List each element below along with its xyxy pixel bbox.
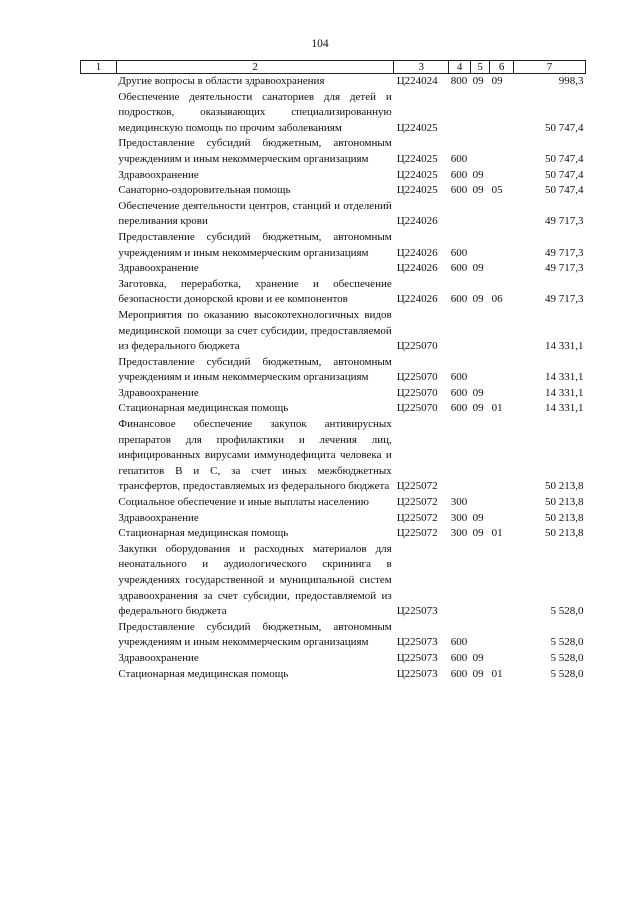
row-section-cell [471, 90, 490, 137]
row-amount-cell: 5 528,0 [550, 651, 584, 664]
table-body [81, 74, 586, 683]
row-section-cell: 09 [472, 386, 484, 399]
row-type-cell: 600 [450, 293, 468, 306]
row-index-cell [81, 90, 117, 137]
row-name-cell: Другие вопросы в области здравоохранения [118, 75, 325, 87]
table-row [81, 199, 586, 230]
row-amount-cell: 49 717,3 [545, 215, 584, 228]
budget-table [80, 60, 586, 682]
row-name-cell: Предоставление субсидий бюджетным, автономным учреждениям и иным некоммерческим организациям [118, 137, 392, 165]
table-row [81, 261, 586, 277]
row-type-cell: 600 [450, 262, 468, 275]
row-name-cell: Предоставление субсидий бюджетным, автономным учреждениям и иным некоммерческим организациям [118, 230, 392, 259]
row-section-cell: 09 [472, 75, 484, 87]
row-code-cell: Ц224026 [396, 215, 438, 228]
row-type-cell: 600 [450, 651, 468, 664]
row-name-cell: Обеспечение деятельности санаториев для детей и подростков, оказывающих специализированную медицинскую помощь по прочим заболеваниям [118, 90, 392, 134]
row-code-cell: Ц225072 [396, 511, 438, 524]
row-index-cell [81, 667, 117, 683]
row-subsection-cell [490, 495, 514, 511]
row-index-cell [81, 277, 117, 308]
row-index-cell [81, 74, 117, 90]
row-name-cell: Социальное обеспечение и иные выплаты населению [118, 496, 369, 509]
row-name-cell: Финансовое обеспечение закупок антивирусных препаратов для профилактики и лечения лиц, инфицированных вирусами иммунодефицита человека и гепатитов B и C, за счет иных межбюджетных трансфертов, предоставляемых из федерального бюджета [118, 418, 392, 493]
row-amount-cell: 5 528,0 [550, 605, 584, 618]
row-index-cell [81, 230, 117, 261]
row-name-cell: Здравоохранение [118, 168, 199, 181]
row-code-cell: Ц225070 [396, 386, 438, 399]
row-name-cell: Предоставление субсидий бюджетным, автономным учреждениям и иным некоммерческим организациям [118, 355, 392, 384]
row-amount-cell: 50 747,4 [545, 184, 584, 197]
row-type-cell: 600 [450, 667, 468, 680]
row-subsection-cell [490, 168, 514, 184]
table-row [81, 308, 586, 355]
row-name-cell: Закупки оборудования и расходных материалов для неонатального и аудиологического скрининга в учреждениях государственной и муниципальной систем здравоохранения за счет субсидии, предоставляемой из федерального бюджета [118, 542, 392, 618]
row-index-cell [81, 651, 117, 667]
table-row [81, 90, 586, 137]
row-name-cell: Здравоохранение [118, 511, 199, 524]
row-code-cell: Ц224025 [396, 121, 438, 134]
row-section-cell [471, 308, 490, 355]
row-name-cell: Обеспечение деятельности центров, станций и отделений переливания крови [118, 199, 392, 228]
row-subsection-cell [490, 261, 514, 277]
row-section-cell: 09 [472, 293, 484, 306]
row-name-cell: Предоставление субсидий бюджетным, автономным учреждениям и иным некоммерческим организациям [118, 620, 392, 649]
row-section-cell: 09 [472, 511, 484, 524]
row-index-cell [81, 620, 117, 651]
row-type-cell: 300 [450, 511, 468, 524]
table-row [81, 620, 586, 651]
row-code-cell: Ц225073 [396, 651, 438, 664]
row-section-cell [471, 230, 490, 261]
row-code-cell: Ц225073 [396, 636, 438, 649]
row-code-cell: Ц225073 [396, 605, 438, 618]
table-row [81, 230, 586, 261]
row-index-cell [81, 417, 117, 495]
row-amount-cell: 49 717,3 [545, 293, 584, 306]
page-number: 104 [311, 38, 329, 50]
row-code-cell: Ц225072 [396, 496, 438, 509]
row-code-cell: Ц224025 [396, 152, 438, 165]
column-header: 2 [116, 61, 393, 74]
row-section-cell: 09 [472, 184, 484, 197]
row-amount-cell: 14 331,1 [545, 386, 584, 399]
table-row [81, 651, 586, 667]
row-code-cell: Ц225072 [396, 527, 438, 540]
row-subsection-cell [490, 417, 514, 495]
row-section-cell [471, 199, 490, 230]
row-code-cell: Ц224026 [396, 262, 438, 275]
row-type-cell: 600 [450, 246, 468, 259]
row-type-cell: 600 [450, 168, 468, 181]
row-type-cell: 300 [450, 496, 468, 509]
row-amount-cell: 14 331,1 [545, 371, 584, 384]
row-type-cell [449, 542, 471, 620]
table-row [81, 183, 586, 199]
row-section-cell [471, 620, 490, 651]
row-section-cell: 09 [472, 667, 484, 680]
row-name-cell: Заготовка, переработка, хранение и обеспечение безопасности донорской крови и ее компонентов [118, 277, 392, 306]
row-index-cell [81, 136, 117, 167]
table-row [81, 386, 586, 402]
row-subsection-cell: 05 [491, 184, 503, 197]
row-index-cell [81, 386, 117, 402]
row-name-cell: Стационарная медицинская помощь [118, 402, 289, 415]
column-header: 4 [449, 61, 471, 74]
row-section-cell [471, 542, 490, 620]
row-name-cell: Стационарная медицинская помощь [118, 667, 289, 680]
row-subsection-cell: 01 [491, 527, 503, 540]
row-section-cell: 09 [472, 168, 484, 181]
row-type-cell: 300 [450, 527, 468, 540]
row-type-cell: 800 [450, 75, 468, 87]
row-subsection-cell [490, 90, 514, 137]
row-amount-cell: 998,3 [558, 75, 584, 87]
row-section-cell: 09 [472, 651, 484, 664]
row-code-cell: Ц224025 [396, 184, 438, 197]
row-type-cell: 600 [450, 636, 468, 649]
column-header: 6 [490, 61, 514, 74]
table-row [81, 168, 586, 184]
row-subsection-cell [490, 620, 514, 651]
column-header: 3 [394, 61, 449, 74]
row-subsection-cell [490, 651, 514, 667]
column-header: 5 [471, 61, 490, 74]
row-code-cell: Ц225070 [396, 340, 438, 353]
row-section-cell [471, 355, 490, 386]
row-type-cell [449, 90, 471, 137]
row-name-cell: Стационарная медицинская помощь [118, 527, 289, 540]
row-code-cell: Ц225070 [396, 402, 438, 415]
table-row [81, 417, 586, 495]
row-type-cell: 600 [450, 386, 468, 399]
row-index-cell [81, 308, 117, 355]
row-code-cell: Ц225073 [396, 667, 438, 680]
table-row [81, 136, 586, 167]
row-amount-cell: 50 213,8 [545, 511, 584, 524]
row-name-cell: Здравоохранение [118, 386, 199, 399]
row-subsection-cell [490, 542, 514, 620]
row-amount-cell: 49 717,3 [545, 262, 584, 275]
row-index-cell [81, 199, 117, 230]
row-subsection-cell [490, 355, 514, 386]
row-type-cell [449, 199, 471, 230]
row-subsection-cell [490, 136, 514, 167]
row-amount-cell: 50 213,8 [545, 527, 584, 540]
row-subsection-cell [490, 511, 514, 527]
row-section-cell: 09 [472, 402, 484, 415]
row-code-cell: Ц224025 [396, 168, 438, 181]
table-row [81, 542, 586, 620]
column-header: 1 [81, 61, 117, 74]
row-index-cell [81, 183, 117, 199]
row-subsection-cell: 01 [491, 402, 503, 415]
row-index-cell [81, 495, 117, 511]
row-amount-cell: 50 747,4 [545, 121, 584, 134]
row-section-cell [471, 136, 490, 167]
row-section-cell [471, 417, 490, 495]
table-row [81, 495, 586, 511]
row-section-cell [471, 495, 490, 511]
row-subsection-cell [490, 308, 514, 355]
table-row [81, 355, 586, 386]
row-subsection-cell [490, 199, 514, 230]
row-amount-cell: 14 331,1 [545, 402, 584, 415]
row-index-cell [81, 511, 117, 527]
row-type-cell: 600 [450, 371, 468, 384]
row-amount-cell: 5 528,0 [550, 636, 584, 649]
row-type-cell [449, 417, 471, 495]
row-index-cell [81, 168, 117, 184]
row-amount-cell: 50 747,4 [545, 152, 584, 165]
row-amount-cell: 50 213,8 [545, 480, 584, 493]
row-subsection-cell [490, 386, 514, 402]
row-index-cell [81, 261, 117, 277]
table-row [81, 667, 586, 683]
row-type-cell: 600 [450, 152, 468, 165]
row-code-cell: Ц224026 [396, 293, 438, 306]
row-section-cell: 09 [472, 262, 484, 275]
row-type-cell: 600 [450, 402, 468, 415]
row-name-cell: Здравоохранение [118, 262, 199, 275]
row-type-cell: 600 [450, 184, 468, 197]
row-subsection-cell: 06 [491, 293, 503, 306]
row-index-cell [81, 542, 117, 620]
table-row [81, 511, 586, 527]
row-code-cell: Ц224024 [396, 75, 438, 87]
row-index-cell [81, 526, 117, 542]
row-type-cell [449, 308, 471, 355]
row-section-cell: 09 [472, 527, 484, 540]
row-amount-cell: 5 528,0 [550, 667, 584, 680]
row-name-cell: Мероприятия по оказанию высокотехнологичных видов медицинской помощи за счет субсидии, предоставляемой из федерального бюджета [118, 308, 392, 353]
table-row [81, 277, 586, 308]
row-subsection-cell: 09 [491, 75, 503, 87]
column-header: 7 [514, 61, 586, 74]
row-index-cell [81, 355, 117, 386]
row-index-cell [81, 401, 117, 417]
table-row [81, 401, 586, 417]
row-code-cell: Ц225070 [396, 371, 438, 384]
table-header-row [81, 61, 586, 74]
row-amount-cell: 50 747,4 [545, 168, 584, 181]
row-amount-cell: 14 331,1 [545, 340, 584, 353]
row-code-cell: Ц225072 [396, 480, 438, 493]
row-name-cell: Санаторно-оздоровительная помощь [118, 184, 291, 197]
table-row [81, 74, 586, 90]
table-row [81, 526, 586, 542]
row-amount-cell: 49 717,3 [545, 246, 584, 259]
row-name-cell: Здравоохранение [118, 651, 199, 664]
row-subsection-cell [490, 230, 514, 261]
row-amount-cell: 50 213,8 [545, 496, 584, 509]
row-subsection-cell: 01 [491, 667, 503, 680]
row-code-cell: Ц224026 [396, 246, 438, 259]
